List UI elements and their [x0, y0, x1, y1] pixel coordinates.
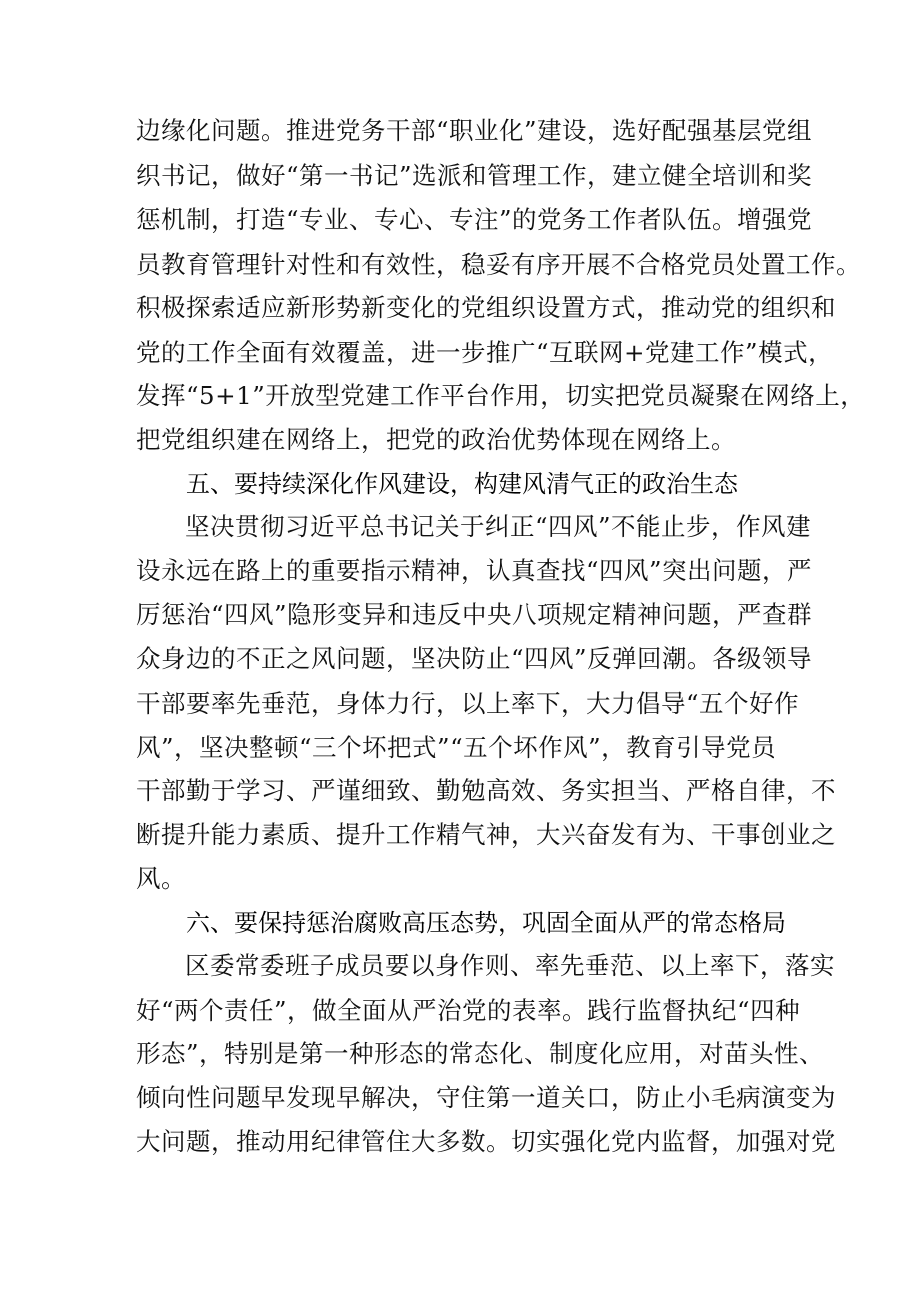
section-heading: 五、要持续深化作风建设，构建风清气正的政治生态: [186, 470, 738, 498]
body-line: 把党组织建在网络上，把党的政治优势体现在网络上。: [136, 425, 736, 454]
body-line: 坚决贯彻习近平总书记关于纠正“四风”不能止步，作风建: [185, 512, 812, 541]
body-line: 倾向性问题早发现早解决，守住第一道关口，防止小毛病演变为: [136, 1083, 836, 1112]
body-line: 党的工作全面有效覆盖，进一步推广“互联网+党建工作”模式，: [136, 338, 834, 367]
body-line: 干部勤于学习、严谨细致、勤勉高效、务实担当、严格自律，不: [136, 776, 836, 805]
body-line: 风”，坚决整顿“三个坏把式”“五个坏作风”，教育引导党员: [136, 733, 777, 762]
body-line: 设永远在路上的重要指示精神，认真查找“四风”突出问题，严: [136, 556, 813, 585]
body-line: 干部要率先垂范，身体力行，以上率下，大力倡导“五个好作: [136, 689, 800, 718]
body-line: 织书记，做好“第一书记”选派和管理工作，建立健全培训和奖: [136, 161, 813, 190]
body-line: 大问题，推动用纪律管住大多数。切实强化党内监督，加强对党: [136, 1127, 836, 1156]
body-line: 形态”，特别是第一种形态的常态化、制度化应用，对苗头性、: [136, 1039, 825, 1068]
body-line: 员教育管理针对性和有效性，稳妥有序开展不合格党员处置工作。: [136, 250, 861, 279]
body-line: 边缘化问题。推进党务干部“职业化”建设，选好配强基层党组: [136, 116, 813, 145]
body-line: 积极探索适应新形势新变化的党组织设置方式，推动党的组织和: [136, 293, 836, 322]
section-heading: 六、要保持惩治腐败高压态势，巩固全面从严的常态格局: [186, 909, 786, 937]
body-line: 厉惩治“四风”隐形变异和违反中央八项规定精神问题，严查群: [136, 600, 813, 629]
body-line: 好“两个责任”，做全面从严治党的表率。践行监督执纪“四种: [136, 996, 801, 1025]
body-line: 风。: [136, 864, 186, 893]
body-line: 区委常委班子成员要以身作则、率先垂范、以上率下，落实: [185, 951, 835, 980]
body-line: 惩机制，打造“专业、专心、专注”的党务工作者队伍。增强党: [136, 205, 813, 234]
body-line: 断提升能力素质、提升工作精气神，大兴奋发有为、干事创业之: [136, 820, 836, 849]
body-line: 众身边的不正之风问题，坚决防止“四风”反弹回潮。各级领导: [136, 644, 813, 673]
body-line: 发挥“5+1”开放型党建工作平台作用，切实把党员凝聚在网络上，: [136, 381, 866, 410]
